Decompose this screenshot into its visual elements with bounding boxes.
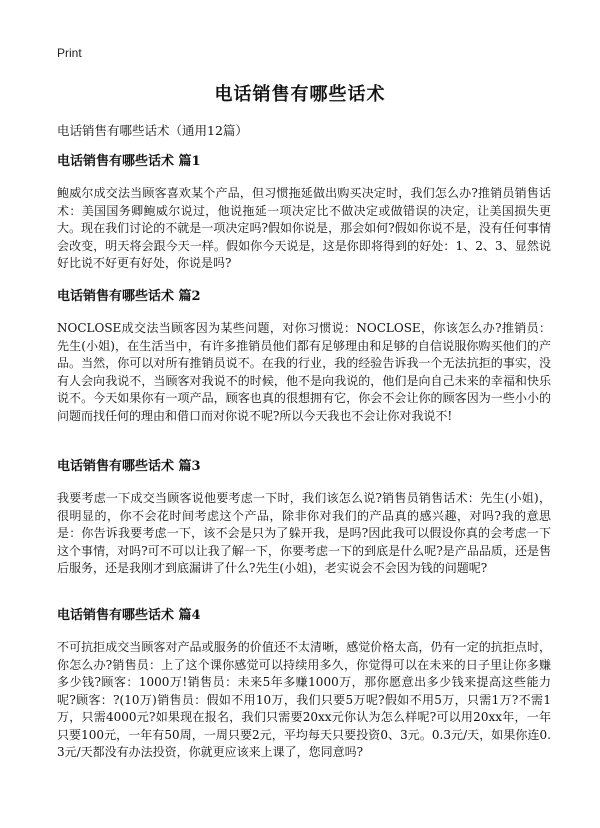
section-heading: 电话销售有哪些话术 篇2	[57, 289, 201, 304]
article-section-2	[57, 285, 551, 425]
article-section-1	[57, 150, 551, 273]
page-subtitle: 电话销售有哪些话术（通用12篇）	[57, 123, 248, 138]
article-section-3	[57, 455, 551, 578]
section-body: 鲍威尔成交法当顾客喜欢某个产品，但习惯拖延做出购买决定时，我们怎么办?推销员销售话术：美国国务卿鲍威尔说过，他说拖延一项决定比不做决定或做错误的决定，让美国损失更大。现在我们讨论的不就是一项决定吗?假如你说是，那会如何?假如你说不是，没有任何事情会改变，明天将会跟今天一样。假如你今天说是，这是你即将得到的好处：1、2、3、显然说好比说不好更有好处，你说是吗?	[57, 186, 551, 270]
page-title: 电话销售有哪些话术	[214, 84, 386, 105]
section-heading: 电话销售有哪些话术 篇1	[57, 154, 201, 169]
section-body: 我要考虑一下成交当顾客说他要考虑一下时，我们该怎么说?销售员销售话术：先生(小姐)，很明显的，你不会花时间考虑这个产品，除非你对我们的产品真的感兴趣，对吗?我的意思是：你告诉我要考虑一下，该不会是只为了躲开我，是吗?因此我可以假设你真的会考虑一下这个事情，对吗?可不可以让我了解一下，你要考虑一下的到底是什么呢?是产品品质，还是售后服务，还是我刚才到底漏讲了什么?先生(小姐)，老实说会不会因为钱的问题呢?	[57, 491, 551, 575]
article-section-4	[57, 604, 551, 762]
section-body: 不可抗拒成交当顾客对产品或服务的价值还不太清晰，感觉价格太高，仍有一定的抗拒点时，你怎么办?销售员：上了这个课你感觉可以持续用多久，你觉得可以在未来的日子里让你多赚多少钱?顾客：1000万!销售员：未来5年多赚1000万，那你愿意出多少钱来提高这些能力呢?顾客：?(10万)销售员：假如不用10万，我们只要5万呢?假如不用5万，只需1万?不需1万，只需4000元?如果现在报名，我们只需要20xx元你认为怎么样呢?可以用20xx年，一年只要100元，一年有50周，一周只要2元，平均每天只要投资0、3元。0.3元/天，如果你连0.3元/天都没有办法投资，你就更应该来上课了，您同意吗?	[57, 640, 551, 759]
section-heading: 电话销售有哪些话术 篇3	[57, 459, 201, 474]
section-heading: 电话销售有哪些话术 篇4	[57, 608, 201, 623]
print-label: Print	[57, 46, 82, 60]
section-body: NOCLOSE成交法当顾客因为某些问题，对你习惯说：NOCLOSE，你该怎么办?推销员：先生(小姐)，在生活当中，有许多推销员他们都有足够理由和足够的自信说服你购买他们的产品。当然，你可以对所有推销员说不。在我的行业，我的经验告诉我一个无法抗拒的事实，没有人会向我说不，当顾客对我说不的时候，他不是向我说的，他们是向自己未来的幸福和快乐说不。今天如果你有一项产品，顾客也真的很想拥有它，你会不会让你的顾客因为一些小小的问题而找任何的理由和借口而对你说不呢?所以今天我也不会让你对我说不!	[57, 321, 551, 423]
